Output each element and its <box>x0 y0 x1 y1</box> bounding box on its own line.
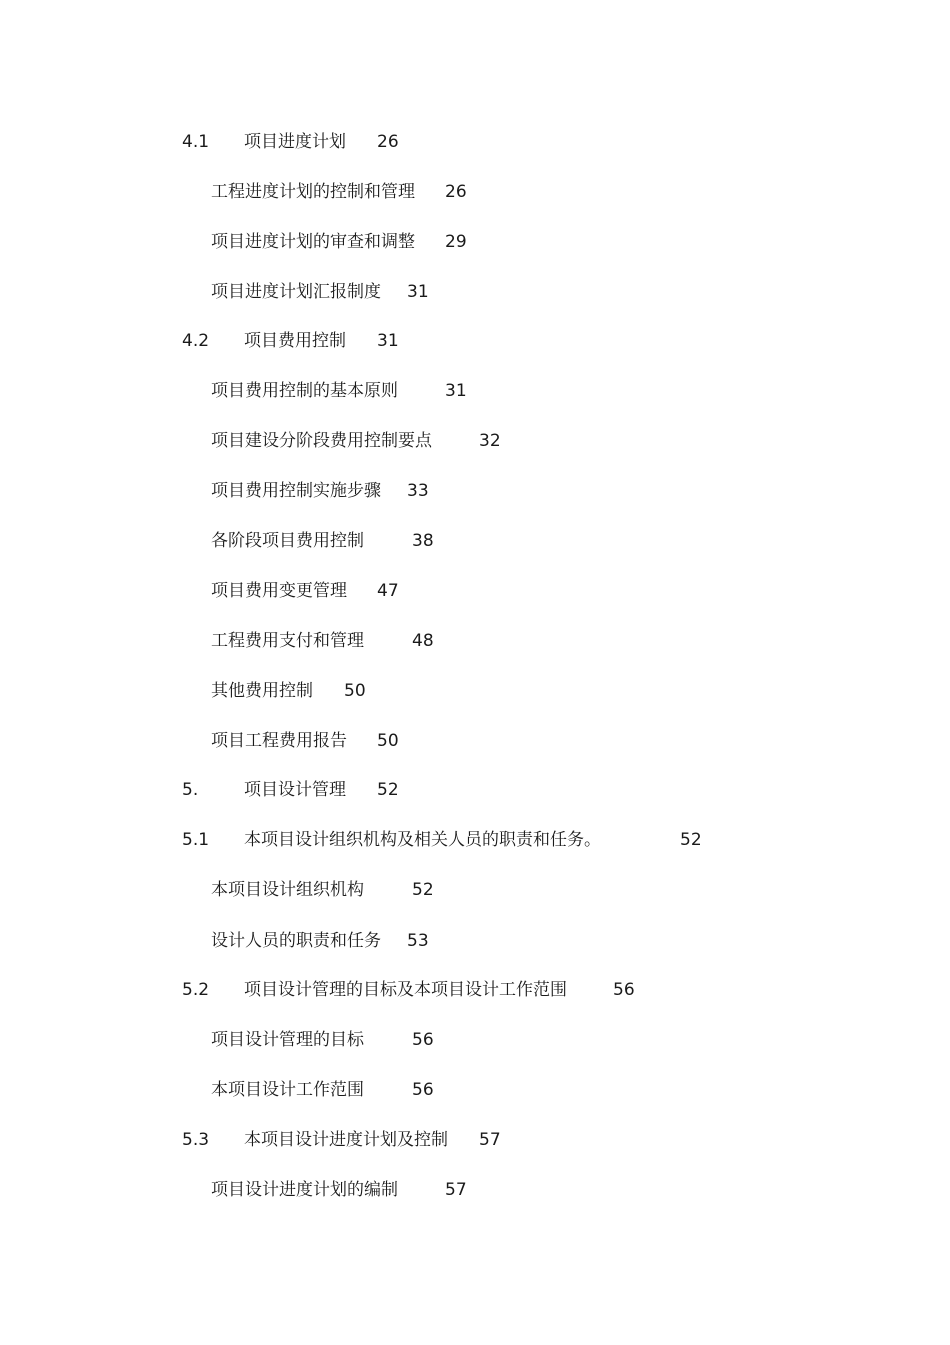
toc-entry <box>211 429 511 453</box>
toc-entry-title: 项目费用控制的基本原则 <box>211 381 398 401</box>
toc-entry-5-1 <box>182 828 722 852</box>
toc-entry <box>211 929 441 953</box>
toc-entry-page: 56 <box>412 1080 434 1100</box>
toc-entry <box>211 878 451 902</box>
toc-entry-number: 4.2 <box>182 331 210 351</box>
toc-entry-5-2 <box>182 978 662 1002</box>
toc-entry <box>211 579 411 603</box>
toc-entry-page: 56 <box>613 980 635 1000</box>
toc-entry-title: 设计人员的职责和任务 <box>211 931 381 951</box>
toc-entry-title: 本项目设计工作范围 <box>211 1080 364 1100</box>
toc-entry <box>211 280 441 304</box>
toc-entry-title: 项目费用控制 <box>244 331 346 351</box>
toc-entry-page: 33 <box>407 481 429 501</box>
toc-entry-title: 项目进度计划 <box>244 132 346 152</box>
toc-entry-page: 29 <box>445 232 467 252</box>
toc-entry-title: 本项目设计进度计划及控制 <box>244 1130 448 1150</box>
toc-entry-title: 项目建设分阶段费用控制要点 <box>211 431 432 451</box>
toc-entry-4-1 <box>182 130 412 154</box>
toc-entry-number: 5.3 <box>182 1130 210 1150</box>
toc-entry-title: 项目进度计划的审查和调整 <box>211 232 415 252</box>
toc-entry <box>211 479 441 503</box>
toc-entry-page: 26 <box>445 182 467 202</box>
toc-entry-page: 57 <box>479 1130 501 1150</box>
toc-entry-page: 31 <box>445 381 467 401</box>
toc-entry-page: 26 <box>377 132 399 152</box>
toc-entry-title: 工程进度计划的控制和管理 <box>211 182 415 202</box>
toc-entry <box>211 679 391 703</box>
toc-entry-title: 本项目设计组织机构 <box>211 880 364 900</box>
toc-entry-page: 52 <box>377 780 399 800</box>
toc-entry-page: 50 <box>377 731 399 751</box>
toc-entry-number: 5.2 <box>182 980 210 1000</box>
toc-entry-5-3 <box>182 1128 522 1152</box>
toc-entry-title: 项目设计管理的目标及本项目设计工作范围 <box>244 980 567 1000</box>
toc-entry-4-2 <box>182 329 412 353</box>
toc-entry-title: 项目工程费用报告 <box>211 731 347 751</box>
toc-entry-title: 项目设计进度计划的编制 <box>211 1180 398 1200</box>
toc-entry <box>211 1028 451 1052</box>
toc-entry <box>211 1178 481 1202</box>
toc-entry-number: 5. <box>182 780 199 800</box>
toc-entry-title: 工程费用支付和管理 <box>211 631 364 651</box>
toc-entry-page: 52 <box>412 880 434 900</box>
toc-entry-title: 项目进度计划汇报制度 <box>211 282 381 302</box>
toc-entry-page: 53 <box>407 931 429 951</box>
toc-entry-page: 32 <box>479 431 501 451</box>
toc-entry-page: 50 <box>344 681 366 701</box>
toc-entry-number: 5.1 <box>182 830 210 850</box>
toc-entry-number: 4.1 <box>182 132 210 152</box>
toc-entry-title: 其他费用控制 <box>211 681 313 701</box>
toc-entry <box>211 729 411 753</box>
toc-entry-page: 47 <box>377 581 399 601</box>
toc-entry <box>211 629 451 653</box>
toc-entry-page: 31 <box>377 331 399 351</box>
toc-entry-page: 52 <box>680 830 702 850</box>
toc-entry <box>211 1078 451 1102</box>
toc-entry <box>211 230 481 254</box>
toc-entry-page: 48 <box>412 631 434 651</box>
toc-entry-title: 项目设计管理的目标 <box>211 1030 364 1050</box>
toc-entry <box>211 379 481 403</box>
toc-entry-title: 项目设计管理 <box>244 780 346 800</box>
toc-entry-title: 项目费用控制实施步骤 <box>211 481 381 501</box>
toc-entry-title: 各阶段项目费用控制 <box>211 531 364 551</box>
toc-entry-page: 56 <box>412 1030 434 1050</box>
toc-entry-title: 项目费用变更管理 <box>211 581 347 601</box>
toc-entry <box>211 529 451 553</box>
toc-entry-page: 31 <box>407 282 429 302</box>
toc-entry-5 <box>182 778 412 802</box>
toc-entry-title: 本项目设计组织机构及相关人员的职责和任务。 <box>244 830 601 850</box>
toc-entry-page: 38 <box>412 531 434 551</box>
toc-entry <box>211 180 481 204</box>
toc-entry-page: 57 <box>445 1180 467 1200</box>
